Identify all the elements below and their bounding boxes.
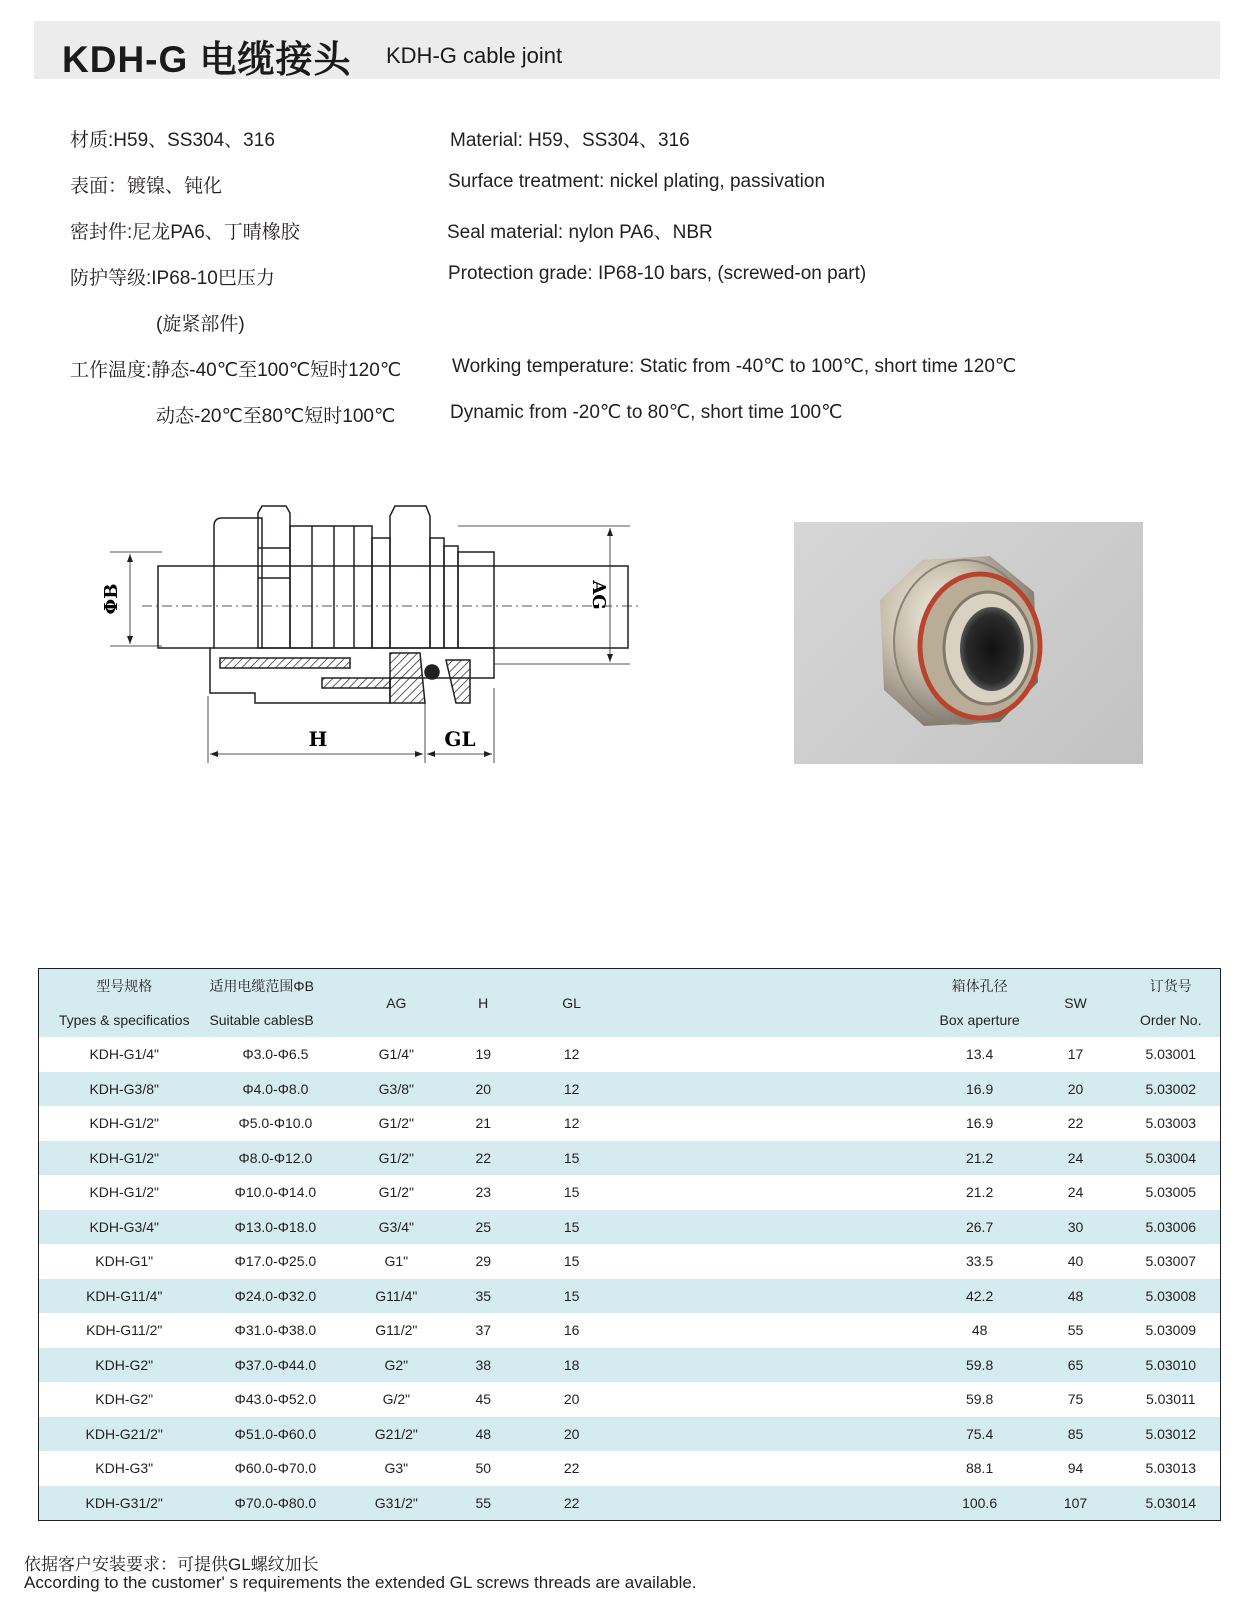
header-cable-en: Suitable cablesB bbox=[209, 1003, 341, 1037]
table-row: KDH-G21/2" Φ51.0-Φ60.0 G21/2" 48 20 75.4 85 5.03012 bbox=[39, 1417, 1221, 1452]
page-header bbox=[34, 21, 1220, 79]
header-gl: GL bbox=[515, 969, 628, 1038]
table-row: KDH-G1/2" Φ8.0-Φ12.0 G1/2" 22 15 21.2 24 5.03004 bbox=[39, 1141, 1221, 1176]
footnote-en: According to the customer' s requirements the extended GL screws threads are available. bbox=[24, 1573, 697, 1592]
cap-outline bbox=[214, 518, 262, 648]
table-row: KDH-G31/2" Φ70.0-Φ80.0 G31/2" 55 22 100.6 107 5.03014 bbox=[39, 1486, 1221, 1521]
header-ag: AG bbox=[341, 969, 451, 1038]
spec-protection-cn-2: (旋紧部件) bbox=[156, 314, 245, 335]
spec-material-cn: 材质:H59、SS304、316 bbox=[70, 130, 275, 151]
header-h: H bbox=[451, 969, 515, 1038]
header-box-cn: 箱体孔径 bbox=[930, 969, 1030, 1004]
spec-temp-en: Working temperature: Static from -40℃ to 100℃, short time 120℃ bbox=[452, 356, 1017, 377]
table-row: KDH-G1" Φ17.0-Φ25.0 G1" 29 15 33.5 40 5.03007 bbox=[39, 1244, 1221, 1279]
hex-nut bbox=[258, 506, 290, 648]
table-row: KDH-G11/2" Φ31.0-Φ38.0 G11/2" 37 16 48 55 5.03009 bbox=[39, 1313, 1221, 1348]
table-row: KDH-G3/8" Φ4.0-Φ8.0 G3/8" 20 12 16.9 20 5.03002 bbox=[39, 1072, 1221, 1107]
spec-seal-cn: 密封件:尼龙PA6、丁晴橡胶 bbox=[70, 222, 300, 243]
table-row: KDH-G11/4" Φ24.0-Φ32.0 G11/4" 35 15 42.2 48 5.03008 bbox=[39, 1279, 1221, 1314]
label-phi-b: ΦB bbox=[101, 583, 122, 615]
spec-seal-en: Seal material: nylon PA6、NBR bbox=[447, 222, 713, 243]
table-row: KDH-G1/2" Φ10.0-Φ14.0 G1/2" 23 15 21.2 24 5.03005 bbox=[39, 1175, 1221, 1210]
body-hex bbox=[390, 506, 430, 648]
table-row: KDH-G3/4" Φ13.0-Φ18.0 G3/4" 25 15 26.7 30 5.03006 bbox=[39, 1210, 1221, 1245]
header-box-en: Box aperture bbox=[930, 1003, 1030, 1037]
spec-temp-cn-2: 动态-20℃至80℃短时100℃ bbox=[156, 406, 396, 427]
table-row: KDH-G3" Φ60.0-Φ70.0 G3" 50 22 88.1 94 5.03013 bbox=[39, 1451, 1221, 1486]
page-subtitle: KDH-G cable joint bbox=[386, 43, 563, 68]
label-gl: GL bbox=[444, 727, 476, 751]
label-ag: AG bbox=[588, 580, 609, 610]
page-title: KDH-G 电缆接头 bbox=[62, 39, 352, 80]
spec-surface-cn: 表面：镀镍、钝化 bbox=[70, 176, 223, 197]
specification-table bbox=[38, 968, 1221, 1521]
header-type-cn: 型号规格 bbox=[39, 969, 210, 1004]
spec-temp-en-2: Dynamic from -20℃ to 80℃, short time 100℃ bbox=[450, 402, 843, 423]
footnote-cn: 依据客户安装要求：可提供GL螺纹加长 bbox=[24, 1555, 319, 1574]
technical-drawing bbox=[90, 488, 650, 798]
table-row: KDH-G1/4" Φ3.0-Φ6.5 G1/4" 19 12 13.4 17 5.03001 bbox=[39, 1037, 1221, 1072]
table-row: KDH-G2" Φ37.0-Φ44.0 G2" 38 18 59.8 65 5.03010 bbox=[39, 1348, 1221, 1383]
spec-material-en: Material: H59、SS304、316 bbox=[450, 130, 690, 151]
header-cable-cn: 适用电缆范围ΦB bbox=[209, 969, 341, 1004]
cable-outline bbox=[158, 566, 628, 648]
cable-gland-image bbox=[794, 522, 1143, 764]
product-photo bbox=[794, 522, 1143, 764]
spec-temp-cn: 工作温度:静态-40℃至100℃短时120℃ bbox=[70, 360, 402, 381]
label-h: H bbox=[308, 727, 328, 751]
header-order-cn: 订货号 bbox=[1121, 969, 1220, 1004]
o-ring bbox=[425, 665, 439, 679]
spec-surface-en: Surface treatment: nickel plating, passivation bbox=[448, 171, 826, 192]
header-sw: SW bbox=[1030, 969, 1122, 1038]
header-order-en: Order No. bbox=[1121, 1003, 1220, 1037]
table-row: KDH-G1/2" Φ5.0-Φ10.0 G1/2" 21 12 16.9 22 5.03003 bbox=[39, 1106, 1221, 1141]
header-type-en: Types & specificatios bbox=[39, 1003, 210, 1037]
body-outline bbox=[290, 526, 372, 648]
spec-protection-en: Protection grade: IP68-10 bars, (screwed-on part) bbox=[448, 263, 867, 284]
table-row: KDH-G2" Φ43.0-Φ52.0 G/2" 45 20 59.8 75 5.03011 bbox=[39, 1382, 1221, 1417]
spec-protection-cn: 防护等级:IP68-10巴压力 bbox=[70, 268, 275, 289]
